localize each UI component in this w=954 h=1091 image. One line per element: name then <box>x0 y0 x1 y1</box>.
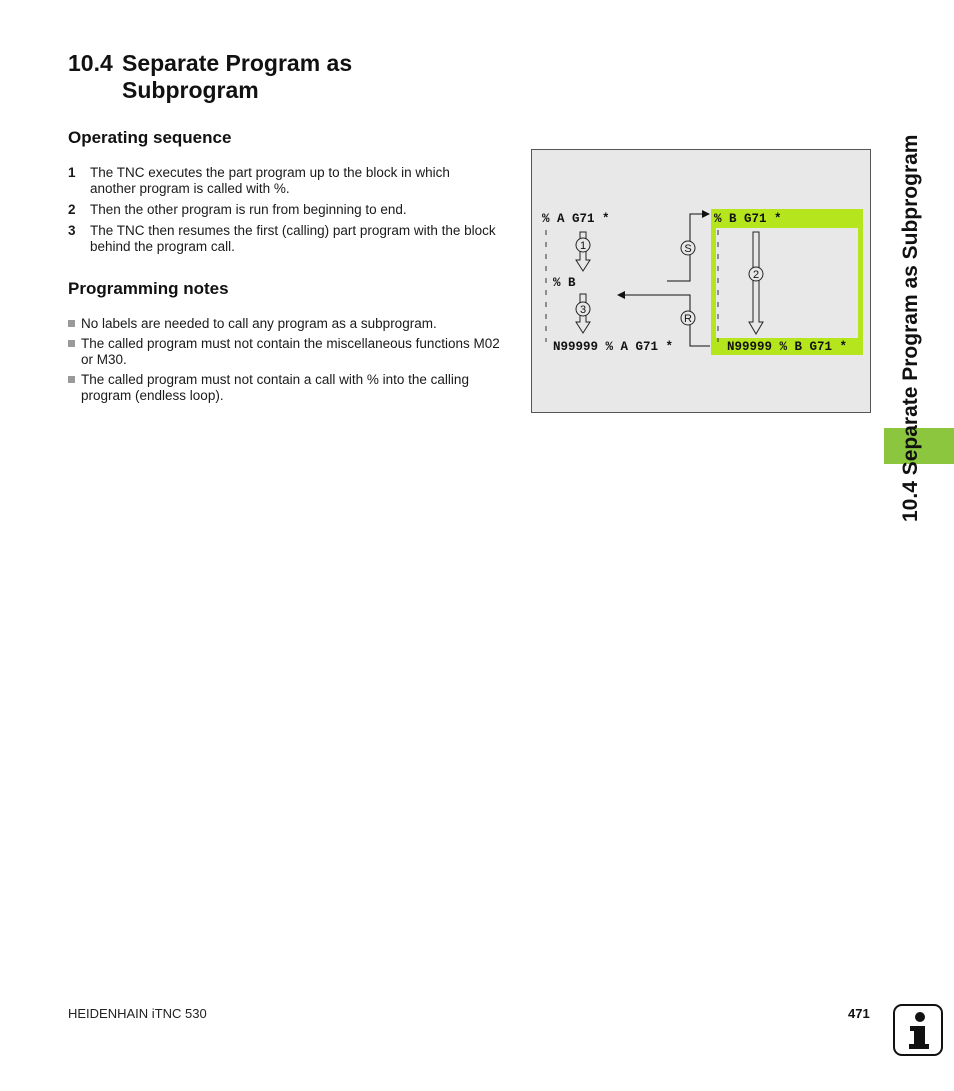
programming-notes <box>68 316 508 408</box>
operating-heading: Operating sequence <box>68 128 232 147</box>
note-item <box>68 316 508 332</box>
program-a-start: % A G71 * <box>542 212 610 226</box>
marker-1: 1 <box>579 240 587 252</box>
program-a-end: N99999 % A G71 * <box>553 340 674 354</box>
marker-r: R <box>684 313 692 325</box>
program-b-end: N99999 % B G71 * <box>727 340 848 354</box>
program-b-start: % B G71 * <box>714 212 782 226</box>
note-text: No labels are needed to call any program as a subprogram. <box>81 316 437 331</box>
section-title-line2: Subprogram <box>122 77 259 103</box>
step-number: 3 <box>68 223 76 238</box>
step-text: Then the other program is run from beginning to end. <box>90 202 407 217</box>
step-text: The TNC then resumes the first (calling) part program with the block behind the program call. <box>90 223 496 254</box>
step-item <box>68 202 498 218</box>
section-title-line1: Separate Program as <box>122 50 353 76</box>
sidebar-section-label <box>892 52 932 522</box>
section-title <box>68 50 352 104</box>
subprogram-call-diagram <box>531 149 871 413</box>
step-number: 2 <box>68 202 76 217</box>
step-item <box>68 223 498 255</box>
note-text: The called program must not contain a call with % into the calling program (endless loop). <box>81 372 469 403</box>
step-text: The TNC executes the part program up to the block in which another program is called with %. <box>90 165 450 196</box>
section-number: 10.4 <box>68 50 113 76</box>
bullet-square-icon <box>68 340 75 347</box>
info-icon <box>893 1004 943 1056</box>
note-item <box>68 336 508 368</box>
flow-arrow-1 <box>576 232 590 271</box>
marker-s: S <box>684 243 692 255</box>
marker-3: 3 <box>579 304 587 316</box>
operating-steps <box>68 165 498 260</box>
bullet-square-icon <box>68 320 75 327</box>
note-text: The called program must not contain the miscellaneous functions M02 or M30. <box>81 336 500 367</box>
return-connector <box>618 295 710 346</box>
page-number: 471 <box>848 1006 870 1021</box>
notes-heading: Programming notes <box>68 279 229 298</box>
sidebar-label-text: 10.4 Separate Program as Subprogram <box>899 134 922 522</box>
step-number: 1 <box>68 165 76 180</box>
flow-arrow-3 <box>576 294 590 333</box>
bullet-square-icon <box>68 376 75 383</box>
marker-2: 2 <box>752 269 760 281</box>
step-item <box>68 165 498 197</box>
diagram-canvas <box>532 150 870 412</box>
program-b-body <box>716 228 858 338</box>
call-connector <box>667 214 709 281</box>
note-item <box>68 372 508 404</box>
info-glyph <box>895 1006 941 1054</box>
call-b-block: % B <box>553 276 576 290</box>
footer-product: HEIDENHAIN iTNC 530 <box>68 1006 207 1021</box>
